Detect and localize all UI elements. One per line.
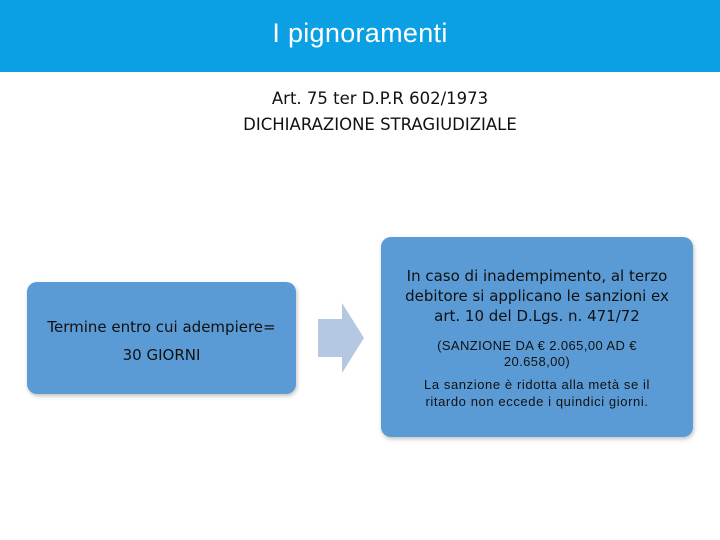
deadline-value: 30 GIORNI [122,346,201,364]
sanction-line: 20.658,00) [503,354,571,369]
deadline-box [27,282,296,394]
sanction-line: (SANZIONE DA € 2.065,00 AD € [437,338,637,353]
penalty-line: debitore si applicano le sanzioni ex [405,287,669,305]
deadline-label: Termine entro cui adempiere= [47,318,276,336]
penalty-text [389,266,685,326]
title-bar [0,0,720,72]
penalty-line: In caso di inadempimento, al terzo [406,267,668,285]
reduction-note [389,376,685,410]
law-reference: Art. 75 ter D.P.R 602/1973 [271,89,489,108]
penalty-box [381,237,693,437]
sanction-range [389,338,685,370]
slide-title: I pignoramenti [272,18,448,48]
note-line: La sanzione è ridotta alla metà se il [424,377,650,392]
penalty-line: art. 10 del D.Lgs. n. 471/72 [434,307,640,325]
right-arrow-icon [318,303,364,373]
note-line: ritardo non eccede i quindici giorni. [425,394,649,409]
section-heading: DICHIARAZIONE STRAGIUDIZIALE [243,115,517,134]
